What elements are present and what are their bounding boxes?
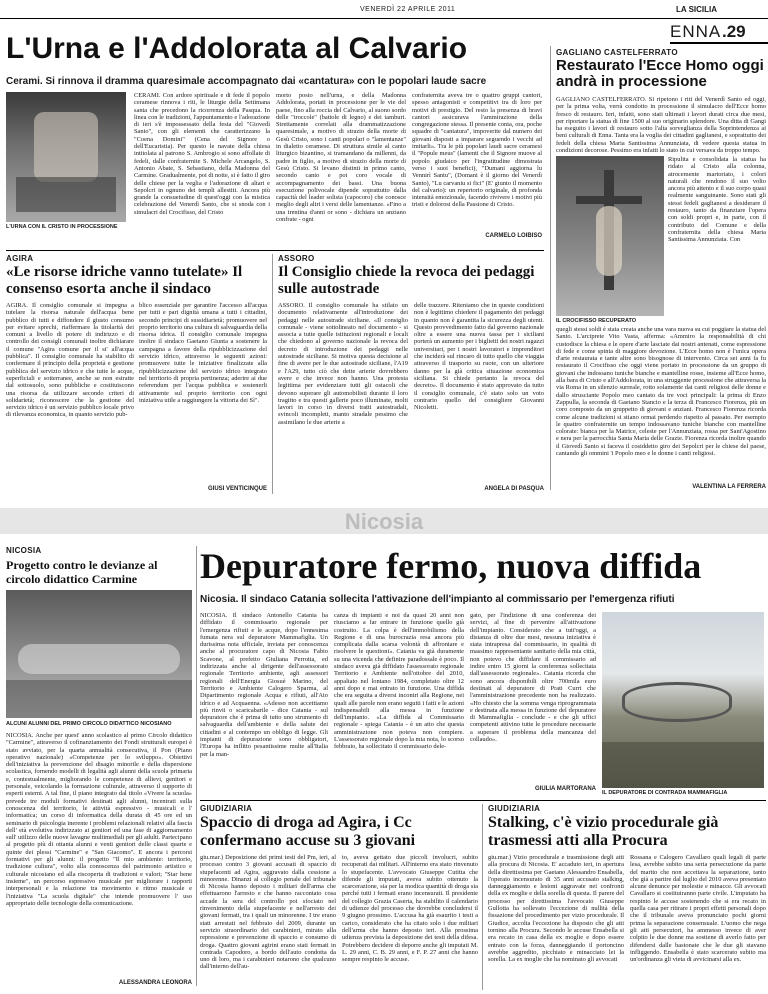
article-kicker: GAGLIANO CASTELFERRATO <box>556 48 678 57</box>
article-column: giu.mar.) Vizio procedurale e trasmissione degli atti alla procura di Nicosia. E' accaduto ieri, in apertura della direttissima per Gaetano Alessandro Ensabella, l'operaio incensurato di 35 anni accusato stalking, danneggiamento e lesioni aggravate nei confronti della ex moglie e della sorella di questa. Il parere del processo per direttissima l'avvocato Giuseppe Gullotta ha sollevato l'eccezione di nullità della fissazione del procedimento per vizio procedurale. Il Giudice, accolta l'eccezione ha disposto che gli atti tornino alla Procura. Secondo le accuse Ensabella si era recato in casa della ex moglie e dopo essere entrato con la forza, danneggiando il portoncino avrebbe aggredito, picchiato e minacciato lei la sorella. La ex moglie che ha nominato gli avvocati <box>488 854 624 964</box>
article-headline: Il Consiglio chiede la revoca dei pedaggi sulle autostrade <box>278 264 535 297</box>
article-column: to, aveva gettato due piccoli involucri, subito recuperati dai militari. All'interno era stato rinvenuto lo stupefacente. L'avvocato Giuseppe Cutitta che difende gli imputati, aveva subito ottenuto la scarcerazione, sia per la modica quantità di droga sia perché tutti i fermati erano incensurati. Il presidente del collegio Grazia Caserta, ha stabilito il calendario di udienze del processo che dovrebbe concludersi il 9 giugno prossimo. L'accusa ha già esaurito i testi a carico, considerato che ha citato solo i due militari dell'arma che hanno deposto ieri. Alla prossima udienza prevista la deposizione dei testi della difesa. Potrebbero decidere di deporre anche gli imputati M. L. 29 anni, C. B. 29 anni, e F. P. 27 anni che hanno sempre respinto le accuse. <box>342 854 478 964</box>
article-headline: Restaurato l'Ecce Homo oggi andrà in processione <box>556 57 764 90</box>
separator-line <box>6 250 544 251</box>
article-headline: Stalking, c'è vizio procedurale già trasmessi atti alla Procura <box>488 814 719 849</box>
article-subtitle: Cerami. Si rinnova il dramma quaresimale accompagnato dai «cantatura» con le popolari laude sacre <box>6 76 487 87</box>
city-rule <box>670 42 768 44</box>
masthead-rule <box>0 18 768 19</box>
article-column: quegli stessi soldi è stata creata anche una vara nuova su cui poggiare la statua del Santo. L'arciprete Vito Vasta, afferma: «Ammiro la responsabilità di chi custodisce la chiesa e le opere d'arte lasciate dai nostri antenati, come espressione di fede e come spinta di maggiore devozione. L'Ecce homo non è l'unica opera d'arte restaurata e tante altre sono bisognose di intervento. Circa sei anni fa fu restaurato il Crocifisso che oggi viene portato in processione da un gruppo di giovani che indossano tuniche bianche e mantelline rosse, insieme all'Ecce homo, alla bara di Cristo e all'Addolorata, in una struggente processione che attraversa la via Roma in un silenzio surreale, rotto solamente dai canti religiosi delle donne e dallo strusciante Popolo meo cantato da tre voci principali: la prima di Enzo Zappulla, la seconda di Gaetano Stancio e la terza di Francesco Fiorenza, più un coro composto da un gruppetto di giovani e anziani. Francesco Fiorenza ricorda come alcune tradizioni si stiano ormai perdendo rispetto al passato. Per esempio le quattro confraternite un tempo indossavano tuniche bianche con mantelline colorate: bianca per la Matrice, celeste per l'Annunziata, rossa per Sant'Agostino e nera per la parrocchia Santa Maria delle Grazie. Fiorenza ricorda inoltre quando il Giovedì Santo si faceva il cosiddetto giro dei Sepolcri per le chiese del paese, cantando gli ommini 'i Popolo meo e le donne i canti religiosi. <box>556 326 766 458</box>
article-author: GIULIA MARTORANA <box>535 786 596 792</box>
photo-caption: L'URNA CON IL CRISTO IN PROCESSIONE <box>6 224 118 230</box>
article-headline: «Le risorse idriche vanno tutelate» Il consenso esorta anche il sindaco <box>6 264 243 297</box>
article-photo <box>556 156 664 316</box>
column-divider <box>196 546 197 986</box>
article-column: GAGLIANO CASTELFERRATO. Si ripetono i riti del Venerdì Santo ed oggi, per la prima volta, verrà condotto in processione il simulacro dell'Ecce homo fresco di restauro. Ieri, infatti, sono stati ultimati i lavori durati circa due mesi, per riportare la statua di fine 1500 al suo originario splendore. Una ditta di Gangi ha eseguito i lavori di restauro sotto l'alta sorveglianza della Soprintendenza ai beni culturali di Enna. Tanta era la voglia dei cittadini gaglianesi, e soprattutto dei fedeli della chiesa Maria Santissima Annunziata, di vedere questa statua in condizioni decorose. Pessimo era infatti lo stato in cui versava da troppo tempo. <box>556 96 766 154</box>
article-kicker: GIUDIZIARIA <box>488 804 541 813</box>
article-kicker: AGIRA <box>6 254 34 263</box>
photo-caption: ALCUNI ALUNNI DEL PRIMO CIRCOLO DIDATTICO NICOSIANO <box>6 721 172 727</box>
article-column: gato, per l'indizione di una conferenza dei servizi, al fine di pervenire all'attivazione dell'impianto. Considerato che a tutt'oggi, a distanza di oltre due mesi, nessuna iniziativa è stata intrapresa dal commissario, in qualità di massimo rappresentante sanitario della mia città, non potevo che diffidare il commissario ad indire entro 15 giorni la conferenza sollecitata dall'assessorato regionale». Catania ricorda che sono ancora disponibili oltre 700mila euro destinati al depuratore di Prati Curri che l'amministrazione precedente non ha realizzato. «Ho chiesto che la somma venga riprogrammata e destinata alla messa in funzione del depuratore di Mammafiglia - conclude - e che gli uffici competenti attivino tutte le procedure necessarie a superare il problema della mancanza del collaudo». <box>470 612 596 744</box>
article-column: ASSORO. Il consiglio comunale ha stilato un documento relativamente all'introduzione dei pedaggi nelle autostrade siciliane. «Il consiglio comunale - viene sottolineato nel documento - si associa a tutte quelle istituzioni regionali e locali che chiedono al governo nazionale la revoca del decreto di introduzione dei pedaggi nelle autostrade siciliane. Si motiva questa decisione al fine di avere per le due autostrade siciliane, l'A19 e l'A29, tutto ciò che dette arterie dovrebbero avere e che invece non hanno. Una protesta legittima per evidenziare tutti gli ostacoli che devono superare gli automobilisti durante il loro tragitto e tra questi gallerie poco illuminate, molti lavori in corso in diversi tratti autostradali, svincoli incompleti, manto stradale pessimo che assimilano le due arterie a <box>278 302 408 426</box>
article-column: confraternita aveva tre o quattro gruppi cantori, spesso antagonisti e competitivi tra di loro per motivi di prestigio. Del resto la presenza di bravi cantori assicurava l'ammirazione della congregazione stessa. Il presente conta, ora, poche squadre di "cantatura", impoverite dal numero dei giovani disposti a imparare seguendo i vecchi ad imitarli». Tra le più popolari laudi sacre ceramesi il "Popule meus" (lamenti che il Signore muove al popolo giudaico per l'ingratitudine dimostrata verso i suoi benefici), "Dumani aggiorna lu Vennirì Santu", (Domani è il giorno del Venerdì Santo), "Lu carvaniu si fici" (E' giunto il momento del calvario): un repertorio originale, di profonda intensità emozionale, facendo rivivere i motivi più tristi e dolorosi della Passione di Cristo. <box>412 92 542 209</box>
article-column: canza di impianti e noi da quasi 20 anni non riusciamo a far entrare in funzione quello già costruito. La colpa è dell'immobilismo della Regione e di una burocrazia resa ancora più complicata dalla scarsa volontà di affrontare e risolvere le questioni». Catania va già duramente su una vicenda che definire paradossale è poco. Il sindaco aveva già diffidato l'assessorato regionale Territorio e Ambiente nell'ottobre del 2010, appaltato nel lontano 1984, completato oltre 12 anni dopo e mai entrato in funzione. Una diffida che era seguita a diversi incontri alla Regione, nei quali alle parole non erano seguiti i fatti e le azioni indispensabili alla messa in funzione dell'impianto. «La diffida al Commissario regionale - spiega Catania - è un atto che questa amministrazione non poteva non compiere. L'assessorato regionale dopo la mia nota, lo scorso febbraio, ha sollecitato il commissario dele- <box>334 612 464 751</box>
article-author: ALESSANDRA LEONORA <box>118 980 192 986</box>
article-headline: Progetto contro le devianze al circolo didattico Carmine <box>6 558 158 586</box>
separator-line <box>200 800 766 801</box>
article-headline: L'Urna e l'Addolorata al Calvario <box>6 32 468 65</box>
article-author: GIUSI VENTICINQUE <box>207 486 267 492</box>
newspaper-name: LA SICILIA <box>676 5 718 14</box>
photo-caption: IL DEPURATORE DI CONTRADA MAMMAFIGLIA <box>602 790 728 796</box>
article-author: VALENTINA LA FERRERA <box>692 484 766 490</box>
article-kicker: GIUDIZIARIA <box>200 804 253 813</box>
article-photo <box>6 590 192 718</box>
photo-caption: IL CROCIFISSO RECUPERATO <box>556 318 637 324</box>
article-kicker: ASSORO <box>278 254 315 263</box>
article-kicker: NICOSIA <box>6 546 42 555</box>
article-column: NICOSIA. Il sindaco Antonello Catania ha diffidato il commissario regionale per l'emergenza rifiuti e le acque, dopo l'ennesima fumata nera sul depuratore Mammafiglia. Un durissima nota ufficiale, inviata per conoscenza anche al procuratore capo di Nicosia Fabio Scavone, al prefetto Giuliana Perrotta, ed indirizzata anche al dirigente dell'assessorato regionale Territorio ambiente, agli assessori regionali dell'Energia Giosuè Marino, del Territorio e Ambiente Calogero Sparma, al Dipartimento regionale Acqua e rifiuti, all'Ato idrico e ad Acquaenna. «Adesso non accettiamo più rinvii o scaricabarile - dice Catania - sul depuratore che è prima di tutto uno strumento di salvaguardia dell'ambiente e della salute dei cittadini e al contempo un obbligo di legge. Gli impianti di depurazione sono obbligatori, l'Europa ha inflitto pesantissime multe all'Italia per la man- <box>200 612 328 758</box>
page-number: .29 <box>722 22 746 41</box>
article-column: blico essenziale per garantire l'accesso all'acqua per tutti e pari dignità umana a tutti i cittadini, secondo principi di sussidiarietà; promuovere nel proprio territorio una cultura di salvaguardia della risorsa idrica. Il consiglio comunale impegna inoltre il sindaco Gaetano Giunta a sostenere la campagna a favore della ripubblicizzazione del servizio idrico, attraverso le seguenti azioni: promuovere tutte le iniziative finalizzate alla ripubblicizzazione del servizio idrico integrato nel territorio di propria pertinenza; aderire ai due referendum per l'acqua pubblica e sostenerli attivamente sul proprio territorio con ogni iniziativa utile a raggiungere la vittoria dei Sì". <box>139 302 267 404</box>
article-author: CARMELO LOIBISO <box>485 233 542 239</box>
article-author: ANGELA DI PASQUA <box>484 486 544 492</box>
section-title: Nicosia <box>344 509 424 534</box>
article-column: AGIRA. Il consiglio comunale si impegna a tutelare la risorsa naturale dell'acqua bene pubblico di tutti e diffondere il giusto consumo per evitare sprechi, riaffermare la titolarità dei comuni a livello di potere di indirizzo e di controllo dei consigli comunali inoltre dichiarare il comune "Agira comune per il si' all'acqua pubblica". Il consiglio comunale ha stabilito di confermare il principio della proprietà e gestione pubblica del servizio idrico e che tutte le acque, superficiali e sotterranee, anche se non estratte dal sottosuolo, sono pubbliche e costituiscono una risorsa da utilizzare secondo criteri di solidarietà; riconoscere che la gestione del servizio idrico è un servizio pubblico locale privo di rilevanza economica, in quanto servizio pub- <box>6 302 134 419</box>
issue-date: VENERDÌ 22 APRILE 2011 <box>360 6 456 13</box>
article-photo <box>602 612 764 788</box>
article-column: delle trazzere. Riteniamo che in queste condizioni non è legittimo chiedere il pagamento dei pedaggi in quanto non è garantita la sicurezza degli utenti. Questo provvedimento fatto dal governo nazionale oltre a essere una nuova tassa per i siciliani porterà un aumento per i biglietti dei nostri ragazzi universitari, per i nostri lavoratori e imprenditori che inciderà sul rincaro di tutto quello che viaggia attraverso il trasporto su ruote, con un ulteriore danno per la già critica situazione economica siciliana. Si chiede pertanto la revoca del decreto». Il documento è stato approvato da tutto il consiglio comunale, c'è stato solo un voto contrario quello del consigliere Giovanni Nicoletti. <box>414 302 544 412</box>
article-photo <box>6 92 126 222</box>
column-divider <box>550 46 551 490</box>
article-column: CERAMI. Con ardore spirituale e di fede il popolo ceramese rinnova i riti, le liturgie della Settimana santa che precedono la ricorrenza della Pasqua. In linea con le tradizioni, l'appuntamento e l'adorazione di ieri s'è impossessato della festa del "Giovedì Santo", con gli elementi che caratterizzano la "Coena Domini" (Cena del Signore o dell'Eucaristia). Per questo le navate della chiesa intitolata al patrono S. Ambrogio si sono affollate di fedeli, dalle confraternite S. Michele Arcangelo, S. Antonio Abate, S. Sebastiano, della Madonna del Carmine. Gradualmente, poi di notte, si è fatto il giro delle chiese per la veglia e l'adorazione di altari e Sepolcri in ognuno dei templi allestiti. Ancora più grande la consuetudine di quest'oggi con la mistica celebrazione del Venerdì Santo, che si snoda con i simulacri del Crocifisso, del Cristo <box>134 92 270 216</box>
article-headline: Depuratore fermo, nuova diffida <box>200 546 702 586</box>
article-headline: Spaccio di droga ad Agira, i Cc confermano accuse su 3 giovani <box>200 814 416 849</box>
article-column: giu.mar.) Deposizione dei primi testi del Pm, ieri, al processo contro 3 giovani accusati di spaccio di stupefacenti ad Agira, aggravato dalla cessione a minorenne. Dinanzi al collegio penale del tribunale di Nicosia hanno deposto i militari dell'arma che effettuarono l'arresto e che hanno raccontato cosa accade la sera del controllo poi sfociato nel rinvenimento della stupefacente e nell'arresto dei giovani fermati, tra i quali un minorenne. I tre erano stati arrestati nel febbraio del 2009, durante un servizio straordinario dei carabinieri, mirato alla repressione e prevenzione di spaccio e consumo di droga. Quattro giovani agirini erano stati fermati in contrada Capodoro, a bordo dell'auto condotta da uno di loro, ma i carabinieri notarono che qualcuno dall'interno dell'au- <box>200 854 336 971</box>
article-column: morto posto nell'urna, e della Madonna Addolorata, portati in processione per le vie del paese, fino alla roccia del Calvario, al suono sordo delle "troccole" (battole di legno) e dei tamburi. Strettamente correlati alla drammatizzazione quaresimale, a motivo di strazio della morte di Gesù Cristo, sono i canti popolari o "lamentanze" in dialetto ceramese. Di struttura simile al canto liturgico bizantino, si tramandano da millenni, da padre in figlio, a motivo di strazio della morte di Gesù Cristo. Si levano distinti in primo canto, secondo canto e poi coro vocale di accompagnamento dei bassi. Una buona esecuzione polivocale dipende soprattutto dalla capacità del leader solista (capocoro) che conosce meglio degli altri i versi delle lamentanze. «Fino a una trentina d'anni or sono - dichiara un anziano confrate - ogni <box>276 92 406 224</box>
article-column: Rossana e Calogero Cavallaro quali legali di parte lesa, avrebbe subito una seria persecuzione da parte del marito che non accettava la separazione, tanto che già a partire dal luglio del 2010 aveva presentato alcune denunce per molestie e minacce. Gli avvocati Cavallaro si costituiranno parte civile. L'imputato ha respinto le accuse sostenendo che si era recato in quella casa per ritirare i propri effetti personali dopo che il tribunale aveva pronunciato pochi giorni prima la separazione consensuale. L'uomo che nega gli atti persecutori, ha ammesso invece di aver colpito le due donne ma sostiene di averlo fatto per difendersi dalle bastonate che le due gli stavano infliggendo. Ensabella è stato scarcerato subito ma un'ordinanza gli vieta di avvicinarsi alla ex. <box>630 854 766 964</box>
article-subtitle: Nicosia. Il sindaco Catania sollecita l'attivazione dell'impianto al commissario per l'emergenza rifiuti <box>200 594 675 605</box>
section-city: ENNA <box>670 22 722 41</box>
column-divider <box>482 804 483 990</box>
column-divider <box>272 254 273 494</box>
article-column: NICOSIA. Anche per quest' anno scolastico al primo Circolo didattico "Carmine", attraverso il cofinanziamento dei Fondi strutturali europei è stato avviato, per la quarta annualità consecutiva, il Pon (Piano operativo nazionale) «Competenze per lo sviluppo». Obiettivi dell'iniziativa la prevenzione del disagio minorile e della dispersione scolastica, fornendo modelli di legalità agli alunni della scuola primaria e, contestualmente, migliorando le competenze di allievi, genitori e personale, veicolando la formazione culturale, attraverso il supporto di esperti esterni. A tal fine, il piano integrato dal titolo «Vivere la scuola» prevede tre moduli formativi destinati agli alunni, incentrati sulla conoscenza del territorio, le attività espressivo - musicali e l' informatica; un corso di informatica della durata di 45 ore ed un seminario di psicologia inerente i problemi relazionali relativi alla fascia dell' età evolutiva indirizzato ai genitori ed una fase di aggiornamento sull' utilizzo delle nuove lavagne multimediali per gli adulti. Partecipano al progetto più di ottanta alunni e venti genitori delle classi quarte e quinte dei plessi "Carmine" e "San Giacomo". E ancora i percorsi formativi per gli alunni: il progetto "Il mio ambiente: territorio, tradizione cultura", volto alla conoscenza del patrimonio artistico e culturale nicosiano ed alla riscoperta di tradizioni e valori; "Star bene insieme", un percorso espressivo musicale per migliorare i rapporti interpersonali e la relazione tra movimento e ritmo musicale e l'iniziativa "La scuola digitale" che intende promuovere l' uso appropriato delle tecnologie della comunicazione. <box>6 732 192 907</box>
article-column: Ripulita e consolidata la statua ha ridato al Cristo alla colonna, atrocemente martoriato, i colori naturali che rendono il suo volto ancora più attento e il suo corpo quasi realmente sanguinante. Sono stati gli stessi fedeli gaglianesi a desiderare il restauro, tanto da finanziare l'opera con soldi propri e, in parte, con il contributo del Comune e della confraternita della chiesa Maria Santissima Annunziata. Con <box>668 156 766 244</box>
